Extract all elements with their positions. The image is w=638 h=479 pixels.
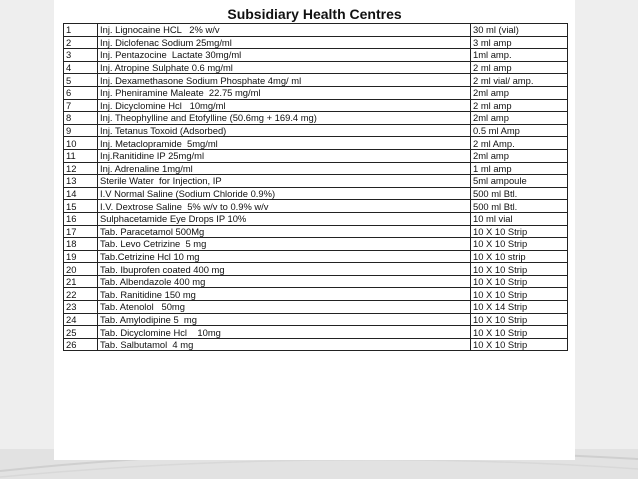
pack-size: 2ml amp — [471, 149, 568, 162]
table-row — [64, 263, 568, 276]
pack-size: 10 X 10 Strip — [471, 275, 568, 288]
pack-size: 0.5 ml Amp — [471, 124, 568, 137]
row-number: 11 — [64, 149, 98, 162]
row-number: 10 — [64, 137, 98, 150]
table-row — [64, 313, 568, 326]
pack-size: 500 ml Btl. — [471, 200, 568, 213]
item-name: Inj. Pheniramine Maleate 22.75 mg/ml — [98, 86, 471, 99]
item-name: Sterile Water for Injection, IP — [98, 175, 471, 188]
table-row — [64, 250, 568, 263]
pack-size: 2 ml amp — [471, 61, 568, 74]
table-row — [64, 200, 568, 213]
table-row — [64, 225, 568, 238]
row-number: 16 — [64, 212, 98, 225]
row-number: 17 — [64, 225, 98, 238]
row-number: 14 — [64, 187, 98, 200]
pack-size: 10 X 10 Strip — [471, 313, 568, 326]
item-name: Inj. Lignocaine HCL 2% w/v — [98, 24, 471, 37]
row-number: 8 — [64, 112, 98, 125]
row-number: 20 — [64, 263, 98, 276]
row-number: 5 — [64, 74, 98, 87]
table-row — [64, 212, 568, 225]
row-number: 25 — [64, 326, 98, 339]
table-row — [64, 275, 568, 288]
row-number: 4 — [64, 61, 98, 74]
item-name: Tab. Ranitidine 150 mg — [98, 288, 471, 301]
item-name: Tab.Cetrizine Hcl 10 mg — [98, 250, 471, 263]
row-number: 22 — [64, 288, 98, 301]
table-row — [64, 288, 568, 301]
row-number: 19 — [64, 250, 98, 263]
row-number: 12 — [64, 162, 98, 175]
medicine-table-body — [64, 24, 568, 351]
row-number: 9 — [64, 124, 98, 137]
row-number: 18 — [64, 238, 98, 251]
item-name: Tab. Paracetamol 500Mg — [98, 225, 471, 238]
table-row — [64, 61, 568, 74]
item-name: Tab. Salbutamol 4 mg — [98, 338, 471, 351]
document-sheet — [54, 0, 575, 460]
table-row — [64, 86, 568, 99]
pack-size: 10 X 10 Strip — [471, 326, 568, 339]
table-row — [64, 326, 568, 339]
item-name: Inj. Pentazocine Lactate 30mg/ml — [98, 49, 471, 62]
item-name: Tab. Ibuprofen coated 400 mg — [98, 263, 471, 276]
table-row — [64, 112, 568, 125]
pack-size: 10 X 10 Strip — [471, 263, 568, 276]
pack-size: 5ml ampoule — [471, 175, 568, 188]
table-row — [64, 338, 568, 351]
pack-size: 10 X 14 Strip — [471, 301, 568, 314]
pack-size: 2 ml amp — [471, 99, 568, 112]
pack-size: 500 ml Btl. — [471, 187, 568, 200]
row-number: 13 — [64, 175, 98, 188]
table-row — [64, 187, 568, 200]
item-name: Inj. Theophylline and Etofylline (50.6mg + 169.4 mg) — [98, 112, 471, 125]
pack-size: 1ml amp. — [471, 49, 568, 62]
item-name: Tab. Dicyclomine Hcl 10mg — [98, 326, 471, 339]
table-row — [64, 149, 568, 162]
table-row — [64, 36, 568, 49]
item-name: Sulphacetamide Eye Drops IP 10% — [98, 212, 471, 225]
table-row — [64, 162, 568, 175]
table-row — [64, 238, 568, 251]
table-row — [64, 301, 568, 314]
pack-size: 2ml amp — [471, 112, 568, 125]
row-number: 2 — [64, 36, 98, 49]
pack-size: 10 X 10 Strip — [471, 238, 568, 251]
document-title: Subsidiary Health Centres — [227, 6, 402, 22]
row-number: 1 — [64, 24, 98, 37]
item-name: Tab. Amylodipine 5 mg — [98, 313, 471, 326]
item-name: I.V Normal Saline (Sodium Chloride 0.9%) — [98, 187, 471, 200]
table-row — [64, 74, 568, 87]
pack-size: 30 ml (vial) — [471, 24, 568, 37]
row-number: 24 — [64, 313, 98, 326]
pack-size: 2ml amp — [471, 86, 568, 99]
item-name: Inj. Adrenaline 1mg/ml — [98, 162, 471, 175]
pack-size: 10 ml vial — [471, 212, 568, 225]
table-row — [64, 137, 568, 150]
row-number: 15 — [64, 200, 98, 213]
row-number: 6 — [64, 86, 98, 99]
medicine-table — [63, 23, 568, 351]
item-name: Tab. Atenolol 50mg — [98, 301, 471, 314]
pack-size: 2 ml Amp. — [471, 137, 568, 150]
row-number: 23 — [64, 301, 98, 314]
pack-size: 1 ml amp — [471, 162, 568, 175]
item-name: Tab. Levo Cetrizine 5 mg — [98, 238, 471, 251]
item-name: Inj. Dexamethasone Sodium Phosphate 4mg/ ml — [98, 74, 471, 87]
pack-size: 3 ml amp — [471, 36, 568, 49]
table-row — [64, 24, 568, 37]
item-name: Inj. Metaclopramide 5mg/ml — [98, 137, 471, 150]
pack-size: 10 X 10 Strip — [471, 288, 568, 301]
item-name: Inj. Diclofenac Sodium 25mg/ml — [98, 36, 471, 49]
row-number: 7 — [64, 99, 98, 112]
row-number: 3 — [64, 49, 98, 62]
row-number: 26 — [64, 338, 98, 351]
pack-size: 10 X 10 Strip — [471, 225, 568, 238]
table-row — [64, 99, 568, 112]
pack-size: 10 X 10 Strip — [471, 338, 568, 351]
item-name: Inj.Ranitidine IP 25mg/ml — [98, 149, 471, 162]
table-row — [64, 175, 568, 188]
row-number: 21 — [64, 275, 98, 288]
table-row — [64, 49, 568, 62]
item-name: Tab. Albendazole 400 mg — [98, 275, 471, 288]
item-name: Inj. Dicyclomine Hcl 10mg/ml — [98, 99, 471, 112]
item-name: Inj. Tetanus Toxoid (Adsorbed) — [98, 124, 471, 137]
pack-size: 2 ml vial/ amp. — [471, 74, 568, 87]
table-row — [64, 124, 568, 137]
item-name: Inj. Atropine Sulphate 0.6 mg/ml — [98, 61, 471, 74]
pack-size: 10 X 10 strip — [471, 250, 568, 263]
item-name: I.V. Dextrose Saline 5% w/v to 0.9% w/v — [98, 200, 471, 213]
